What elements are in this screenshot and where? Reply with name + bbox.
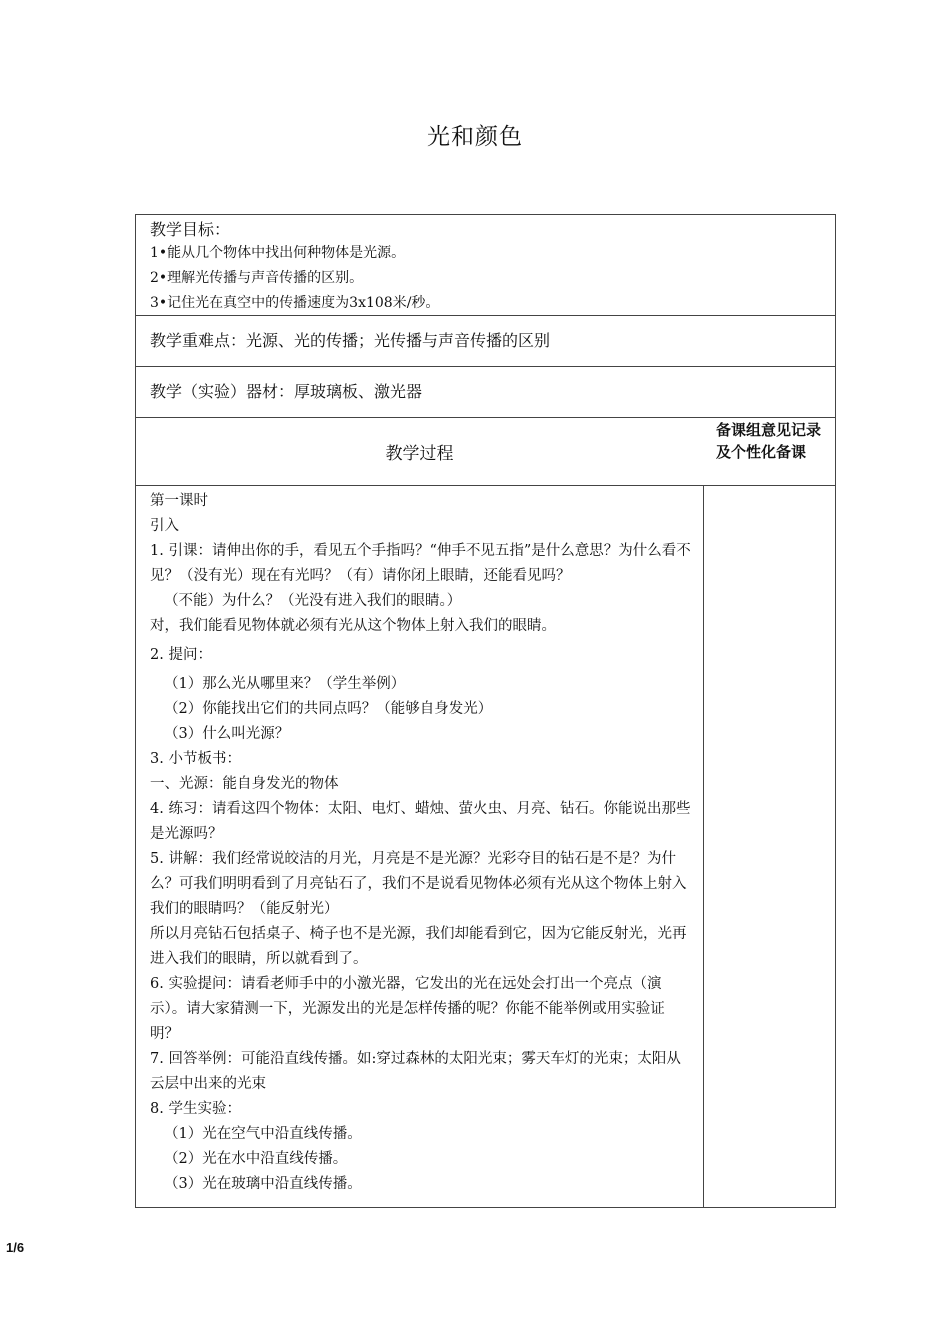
objectives-heading: 教学目标： [150, 220, 231, 239]
process-line: 8. 学生实验： [150, 1101, 241, 1117]
process-line: （1）光在空气中沿直线传播。 [164, 1126, 362, 1142]
divider [136, 485, 835, 486]
process-line: （不能）为什么？（光没有进入我们的眼睛。） [164, 593, 462, 609]
objectives-cell [136, 215, 835, 320]
process-line: 3. 小节板书： [150, 751, 241, 767]
process-line: 第一课时 [150, 493, 208, 509]
lesson-plan-table [135, 214, 836, 1208]
process-line: 所以月亮钻石包括桌子、椅子也不是光源，我们却能看到它，因为它能反射光，光再进入我们的眼睛，所以就看到了。 [150, 926, 687, 967]
column-divider [703, 485, 704, 1207]
process-body [136, 489, 703, 1197]
process-line: 1. 引课：请伸出你的手，看见五个手指吗？“伸手不见五指”是什么意思？为什么看不见？（没有光）现在有光吗？（有）请你闭上眼睛，还能看见吗？ [150, 543, 691, 584]
process-line: 一、光源：能自身发光的物体 [150, 776, 339, 792]
process-line: （2）你能找出它们的共同点吗？（能够自身发光） [164, 701, 493, 717]
process-line: 4. 练习：请看这四个物体：太阳、电灯、蜡烛、萤火虫、月亮、钻石。你能说出那些是光源吗？ [150, 801, 691, 842]
process-line: 对，我们能看见物体就必须有光从这个物体上射入我们的眼睛。 [150, 618, 556, 634]
process-line: 7. 回答举例：可能沿直线传播。如:穿过森林的太阳光束；雾天车灯的光束；太阳从云层中出来的光束 [150, 1051, 681, 1092]
objective-item: 2•理解光传播与声音传播的区别。 [150, 270, 364, 286]
process-line: （3）光在玻璃中沿直线传播。 [164, 1176, 362, 1192]
process-line: （1）那么光从哪里来？（学生举例） [164, 676, 406, 692]
document-title: 光和颜色 [427, 124, 523, 150]
materials-cell: 教学（实验）器材：厚玻璃板、激光器 [150, 382, 423, 401]
key-points-cell: 教学重难点：光源、光的传播；光传播与声音传播的区别 [150, 331, 551, 350]
process-line: 5. 讲解：我们经常说皎洁的月光，月亮是不是光源？光彩夺目的钻石是不是？为什么？可我们明明看到了月亮钻石了，我们不是说看见物体必须有光从这个物体上射入我们的眼睛吗？（能反射光） [150, 851, 687, 917]
page-number: 1/6 [6, 1240, 25, 1255]
process-line: 6. 实验提问：请看老师手中的小激光器，它发出的光在远处会打出一个亮点（演示）。请大家猜测一下，光源发出的光是怎样传播的呢？你能不能举例或用实验证明？ [150, 976, 665, 1042]
process-header: 教学过程 [385, 443, 454, 464]
process-line: （3）什么叫光源？ [164, 726, 290, 742]
process-line: 2. 提问： [150, 647, 212, 663]
process-line: 引入 [150, 518, 179, 534]
notes-header: 备课组意见记录及个性化备课 [716, 421, 822, 461]
process-line: （2）光在水中沿直线传播。 [164, 1151, 348, 1167]
objective-item: 3•记住光在真空中的传播速度为3x108米/秒。 [150, 295, 440, 311]
objective-item: 1•能从几个物体中找出何种物体是光源。 [150, 245, 406, 261]
